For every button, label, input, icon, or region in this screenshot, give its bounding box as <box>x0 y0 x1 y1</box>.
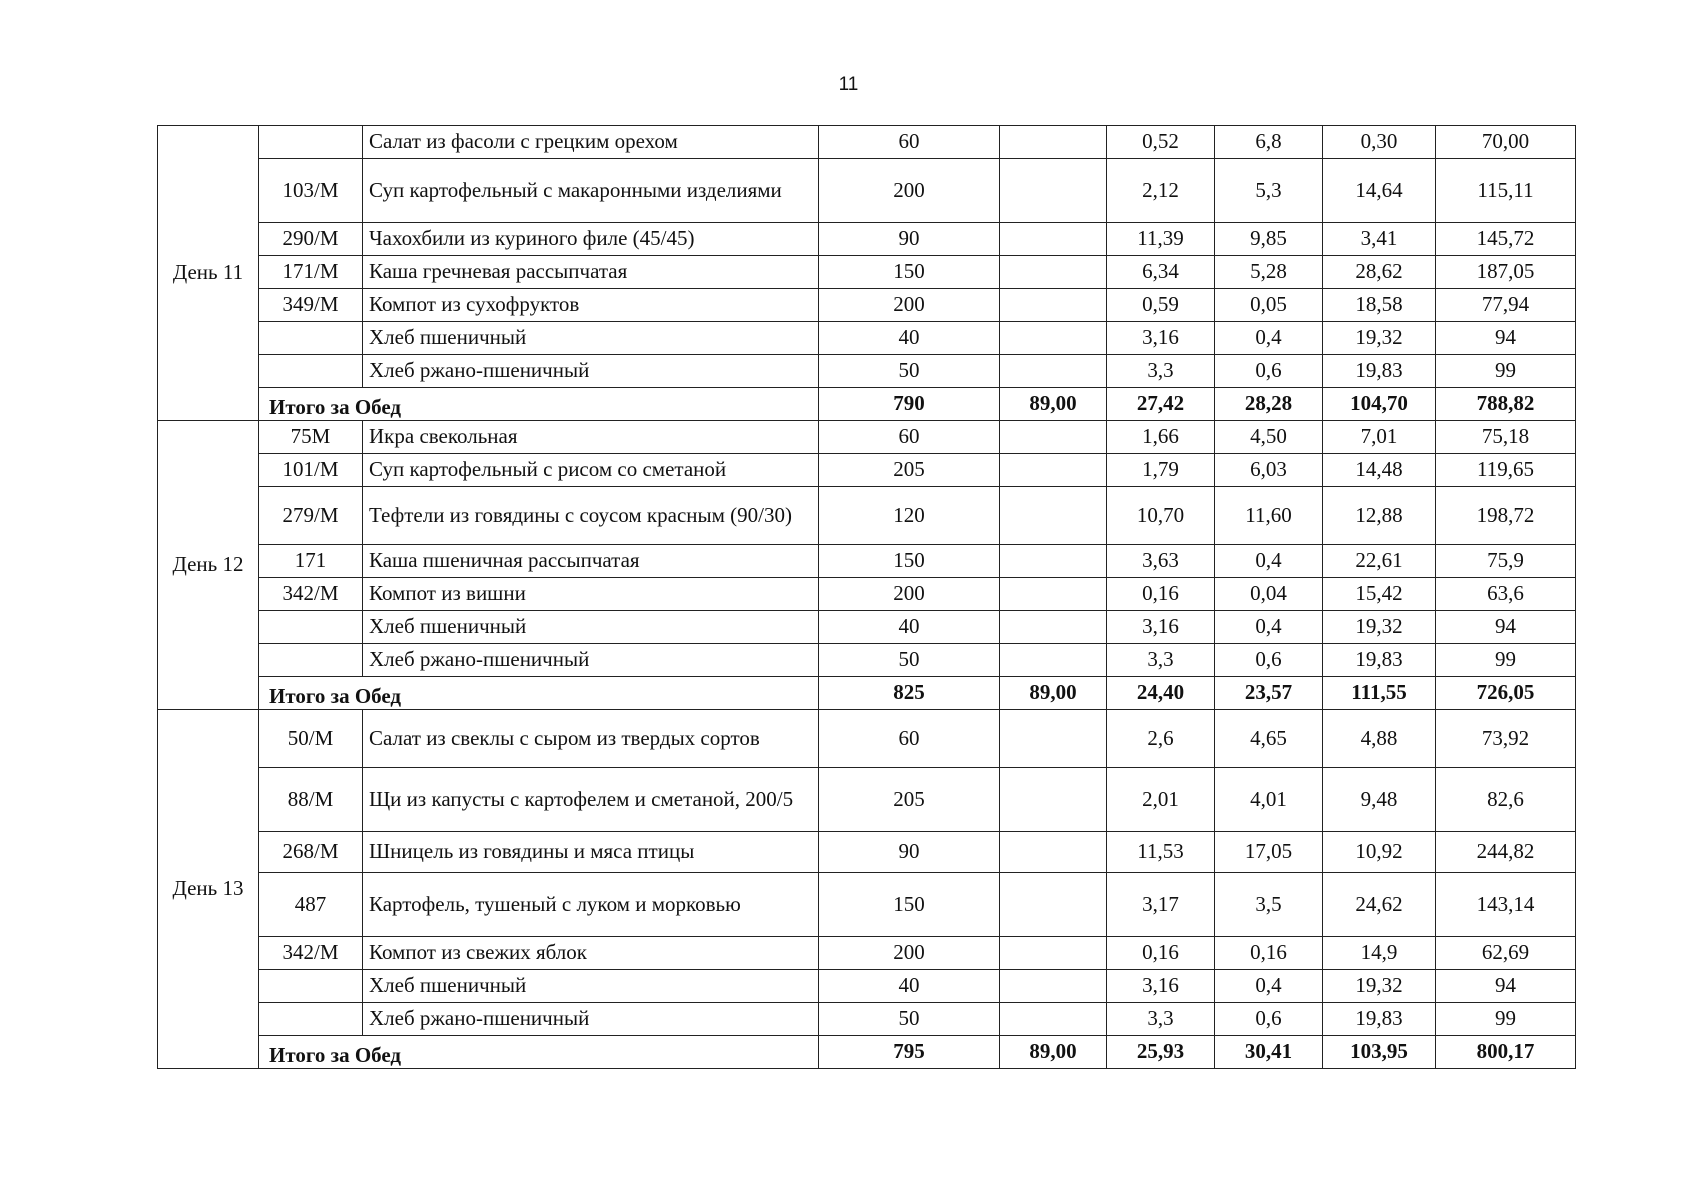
dish-code: 50/М <box>259 710 363 768</box>
dish-code <box>259 1003 363 1036</box>
total-kcal: 788,82 <box>1436 388 1576 421</box>
dish-fat: 0,6 <box>1215 1003 1323 1036</box>
menu-row <box>158 768 1576 832</box>
dish-fat: 17,05 <box>1215 832 1323 873</box>
dish-protein: 2,6 <box>1107 710 1215 768</box>
dish-protein: 3,3 <box>1107 644 1215 677</box>
dish-name: Хлеб ржано-пшеничный <box>363 1003 819 1036</box>
dish-name: Шницель из говядины и мяса птицы <box>363 832 819 873</box>
dish-price <box>1000 126 1107 159</box>
total-row <box>158 1036 1576 1069</box>
menu-row <box>158 159 1576 223</box>
dish-name: Каша пшеничная рассыпчатая <box>363 545 819 578</box>
dish-price <box>1000 355 1107 388</box>
dish-carbs: 14,9 <box>1323 937 1436 970</box>
total-carbs: 103,95 <box>1323 1036 1436 1069</box>
dish-fat: 5,28 <box>1215 256 1323 289</box>
menu-row <box>158 644 1576 677</box>
dish-code: 349/М <box>259 289 363 322</box>
dish-fat: 0,16 <box>1215 937 1323 970</box>
dish-carbs: 10,92 <box>1323 832 1436 873</box>
dish-fat: 0,4 <box>1215 970 1323 1003</box>
total-carbs: 104,70 <box>1323 388 1436 421</box>
dish-code: 101/М <box>259 454 363 487</box>
dish-kcal: 82,6 <box>1436 768 1576 832</box>
dish-fat: 0,05 <box>1215 289 1323 322</box>
dish-kcal: 99 <box>1436 355 1576 388</box>
dish-carbs: 19,32 <box>1323 970 1436 1003</box>
dish-code <box>259 126 363 159</box>
dish-price <box>1000 545 1107 578</box>
total-protein: 25,93 <box>1107 1036 1215 1069</box>
dish-weight: 150 <box>819 256 1000 289</box>
menu-row <box>158 256 1576 289</box>
dish-weight: 200 <box>819 289 1000 322</box>
menu-row <box>158 355 1576 388</box>
dish-fat: 0,6 <box>1215 355 1323 388</box>
dish-name: Хлеб пшеничный <box>363 611 819 644</box>
dish-fat: 11,60 <box>1215 487 1323 545</box>
dish-name: Икра свекольная <box>363 421 819 454</box>
menu-table <box>157 125 1576 1069</box>
dish-carbs: 22,61 <box>1323 545 1436 578</box>
menu-row <box>158 126 1576 159</box>
dish-weight: 205 <box>819 768 1000 832</box>
dish-fat: 4,01 <box>1215 768 1323 832</box>
dish-code: 268/М <box>259 832 363 873</box>
dish-weight: 150 <box>819 873 1000 937</box>
menu-row <box>158 578 1576 611</box>
dish-protein: 3,16 <box>1107 322 1215 355</box>
menu-row <box>158 970 1576 1003</box>
dish-weight: 150 <box>819 545 1000 578</box>
dish-protein: 1,66 <box>1107 421 1215 454</box>
total-row <box>158 388 1576 421</box>
dish-protein: 3,16 <box>1107 970 1215 1003</box>
dish-carbs: 15,42 <box>1323 578 1436 611</box>
dish-kcal: 94 <box>1436 322 1576 355</box>
dish-weight: 205 <box>819 454 1000 487</box>
dish-fat: 0,4 <box>1215 322 1323 355</box>
dish-carbs: 19,32 <box>1323 322 1436 355</box>
dish-protein: 0,52 <box>1107 126 1215 159</box>
dish-kcal: 143,14 <box>1436 873 1576 937</box>
dish-weight: 90 <box>819 832 1000 873</box>
dish-carbs: 19,83 <box>1323 644 1436 677</box>
dish-name: Салат из фасоли с грецким орехом <box>363 126 819 159</box>
total-fat: 30,41 <box>1215 1036 1323 1069</box>
dish-code <box>259 611 363 644</box>
dish-name: Суп картофельный с макаронными изделиями <box>363 159 819 223</box>
menu-row <box>158 454 1576 487</box>
dish-weight: 200 <box>819 159 1000 223</box>
dish-name: Компот из вишни <box>363 578 819 611</box>
dish-fat: 0,6 <box>1215 644 1323 677</box>
dish-carbs: 28,62 <box>1323 256 1436 289</box>
dish-carbs: 19,83 <box>1323 355 1436 388</box>
total-label: Итого за Обед <box>259 388 819 421</box>
dish-protein: 1,79 <box>1107 454 1215 487</box>
dish-kcal: 99 <box>1436 1003 1576 1036</box>
dish-protein: 3,17 <box>1107 873 1215 937</box>
dish-code <box>259 970 363 1003</box>
menu-row <box>158 223 1576 256</box>
menu-row <box>158 487 1576 545</box>
dish-code: 290/М <box>259 223 363 256</box>
day-label: День 11 <box>158 126 259 421</box>
dish-weight: 90 <box>819 223 1000 256</box>
dish-price <box>1000 710 1107 768</box>
dish-protein: 3,3 <box>1107 355 1215 388</box>
menu-row <box>158 832 1576 873</box>
dish-code <box>259 355 363 388</box>
dish-price <box>1000 421 1107 454</box>
dish-price <box>1000 223 1107 256</box>
dish-kcal: 115,11 <box>1436 159 1576 223</box>
dish-kcal: 119,65 <box>1436 454 1576 487</box>
total-weight: 795 <box>819 1036 1000 1069</box>
dish-protein: 0,16 <box>1107 937 1215 970</box>
dish-weight: 120 <box>819 487 1000 545</box>
dish-kcal: 75,9 <box>1436 545 1576 578</box>
dish-carbs: 14,48 <box>1323 454 1436 487</box>
dish-kcal: 70,00 <box>1436 126 1576 159</box>
page-number: 11 <box>838 74 859 95</box>
dish-fat: 0,04 <box>1215 578 1323 611</box>
dish-price <box>1000 256 1107 289</box>
dish-price <box>1000 487 1107 545</box>
total-protein: 24,40 <box>1107 677 1215 710</box>
dish-carbs: 14,64 <box>1323 159 1436 223</box>
day-label: День 12 <box>158 421 259 710</box>
dish-fat: 9,85 <box>1215 223 1323 256</box>
dish-carbs: 18,58 <box>1323 289 1436 322</box>
dish-carbs: 3,41 <box>1323 223 1436 256</box>
dish-fat: 3,5 <box>1215 873 1323 937</box>
menu-row <box>158 710 1576 768</box>
total-label: Итого за Обед <box>259 1036 819 1069</box>
dish-carbs: 9,48 <box>1323 768 1436 832</box>
dish-protein: 10,70 <box>1107 487 1215 545</box>
dish-weight: 40 <box>819 970 1000 1003</box>
dish-name: Щи из капусты с картофелем и сметаной, 200/5 <box>363 768 819 832</box>
total-price: 89,00 <box>1000 1036 1107 1069</box>
dish-weight: 40 <box>819 611 1000 644</box>
dish-fat: 4,50 <box>1215 421 1323 454</box>
dish-fat: 0,4 <box>1215 545 1323 578</box>
dish-carbs: 0,30 <box>1323 126 1436 159</box>
dish-carbs: 24,62 <box>1323 873 1436 937</box>
dish-name: Хлеб ржано-пшеничный <box>363 644 819 677</box>
total-carbs: 111,55 <box>1323 677 1436 710</box>
dish-name: Картофель, тушеный с луком и морковью <box>363 873 819 937</box>
dish-price <box>1000 578 1107 611</box>
dish-name: Компот из свежих яблок <box>363 937 819 970</box>
dish-kcal: 145,72 <box>1436 223 1576 256</box>
dish-protein: 11,39 <box>1107 223 1215 256</box>
dish-protein: 11,53 <box>1107 832 1215 873</box>
dish-price <box>1000 644 1107 677</box>
dish-kcal: 62,69 <box>1436 937 1576 970</box>
dish-name: Хлеб пшеничный <box>363 970 819 1003</box>
menu-row <box>158 322 1576 355</box>
dish-price <box>1000 768 1107 832</box>
dish-code: 279/М <box>259 487 363 545</box>
dish-name: Хлеб пшеничный <box>363 322 819 355</box>
dish-weight: 50 <box>819 355 1000 388</box>
dish-name: Компот из сухофруктов <box>363 289 819 322</box>
dish-price <box>1000 322 1107 355</box>
total-price: 89,00 <box>1000 677 1107 710</box>
dish-kcal: 73,92 <box>1436 710 1576 768</box>
dish-name: Хлеб ржано-пшеничный <box>363 355 819 388</box>
total-kcal: 800,17 <box>1436 1036 1576 1069</box>
total-row <box>158 677 1576 710</box>
dish-kcal: 94 <box>1436 970 1576 1003</box>
dish-weight: 50 <box>819 1003 1000 1036</box>
dish-code: 171/М <box>259 256 363 289</box>
dish-price <box>1000 937 1107 970</box>
dish-kcal: 198,72 <box>1436 487 1576 545</box>
total-fat: 23,57 <box>1215 677 1323 710</box>
dish-code <box>259 322 363 355</box>
dish-code <box>259 644 363 677</box>
dish-kcal: 94 <box>1436 611 1576 644</box>
dish-weight: 50 <box>819 644 1000 677</box>
dish-name: Каша гречневая рассыпчатая <box>363 256 819 289</box>
dish-protein: 6,34 <box>1107 256 1215 289</box>
dish-weight: 200 <box>819 578 1000 611</box>
total-weight: 790 <box>819 388 1000 421</box>
dish-price <box>1000 289 1107 322</box>
menu-row <box>158 289 1576 322</box>
dish-name: Тефтели из говядины с соусом красным (90/30) <box>363 487 819 545</box>
total-price: 89,00 <box>1000 388 1107 421</box>
total-fat: 28,28 <box>1215 388 1323 421</box>
dish-protein: 2,12 <box>1107 159 1215 223</box>
total-label: Итого за Обед <box>259 677 819 710</box>
dish-fat: 4,65 <box>1215 710 1323 768</box>
dish-carbs: 7,01 <box>1323 421 1436 454</box>
dish-protein: 3,16 <box>1107 611 1215 644</box>
menu-row <box>158 937 1576 970</box>
dish-price <box>1000 832 1107 873</box>
dish-price <box>1000 970 1107 1003</box>
dish-kcal: 75,18 <box>1436 421 1576 454</box>
total-kcal: 726,05 <box>1436 677 1576 710</box>
menu-row <box>158 545 1576 578</box>
dish-fat: 6,03 <box>1215 454 1323 487</box>
dish-fat: 6,8 <box>1215 126 1323 159</box>
dish-weight: 40 <box>819 322 1000 355</box>
dish-price <box>1000 159 1107 223</box>
dish-price <box>1000 611 1107 644</box>
total-protein: 27,42 <box>1107 388 1215 421</box>
dish-code: 88/М <box>259 768 363 832</box>
dish-code: 487 <box>259 873 363 937</box>
menu-row <box>158 873 1576 937</box>
dish-weight: 200 <box>819 937 1000 970</box>
dish-protein: 0,16 <box>1107 578 1215 611</box>
total-weight: 825 <box>819 677 1000 710</box>
menu-row <box>158 611 1576 644</box>
dish-weight: 60 <box>819 710 1000 768</box>
dish-kcal: 77,94 <box>1436 289 1576 322</box>
dish-protein: 3,63 <box>1107 545 1215 578</box>
dish-carbs: 19,32 <box>1323 611 1436 644</box>
dish-weight: 60 <box>819 421 1000 454</box>
dish-fat: 0,4 <box>1215 611 1323 644</box>
dish-name: Салат из свеклы с сыром из твердых сортов <box>363 710 819 768</box>
dish-code: 171 <box>259 545 363 578</box>
dish-protein: 0,59 <box>1107 289 1215 322</box>
dish-name: Чахохбили из куриного филе (45/45) <box>363 223 819 256</box>
dish-weight: 60 <box>819 126 1000 159</box>
dish-carbs: 19,83 <box>1323 1003 1436 1036</box>
dish-price <box>1000 1003 1107 1036</box>
dish-kcal: 244,82 <box>1436 832 1576 873</box>
menu-row <box>158 1003 1576 1036</box>
day-label: День 13 <box>158 710 259 1069</box>
dish-code: 75М <box>259 421 363 454</box>
dish-fat: 5,3 <box>1215 159 1323 223</box>
dish-code: 342/М <box>259 937 363 970</box>
dish-kcal: 63,6 <box>1436 578 1576 611</box>
dish-carbs: 12,88 <box>1323 487 1436 545</box>
dish-carbs: 4,88 <box>1323 710 1436 768</box>
dish-protein: 3,3 <box>1107 1003 1215 1036</box>
dish-price <box>1000 454 1107 487</box>
dish-code: 103/М <box>259 159 363 223</box>
dish-code: 342/М <box>259 578 363 611</box>
menu-row <box>158 421 1576 454</box>
dish-price <box>1000 873 1107 937</box>
dish-kcal: 99 <box>1436 644 1576 677</box>
dish-protein: 2,01 <box>1107 768 1215 832</box>
dish-kcal: 187,05 <box>1436 256 1576 289</box>
dish-name: Суп картофельный с рисом со сметаной <box>363 454 819 487</box>
